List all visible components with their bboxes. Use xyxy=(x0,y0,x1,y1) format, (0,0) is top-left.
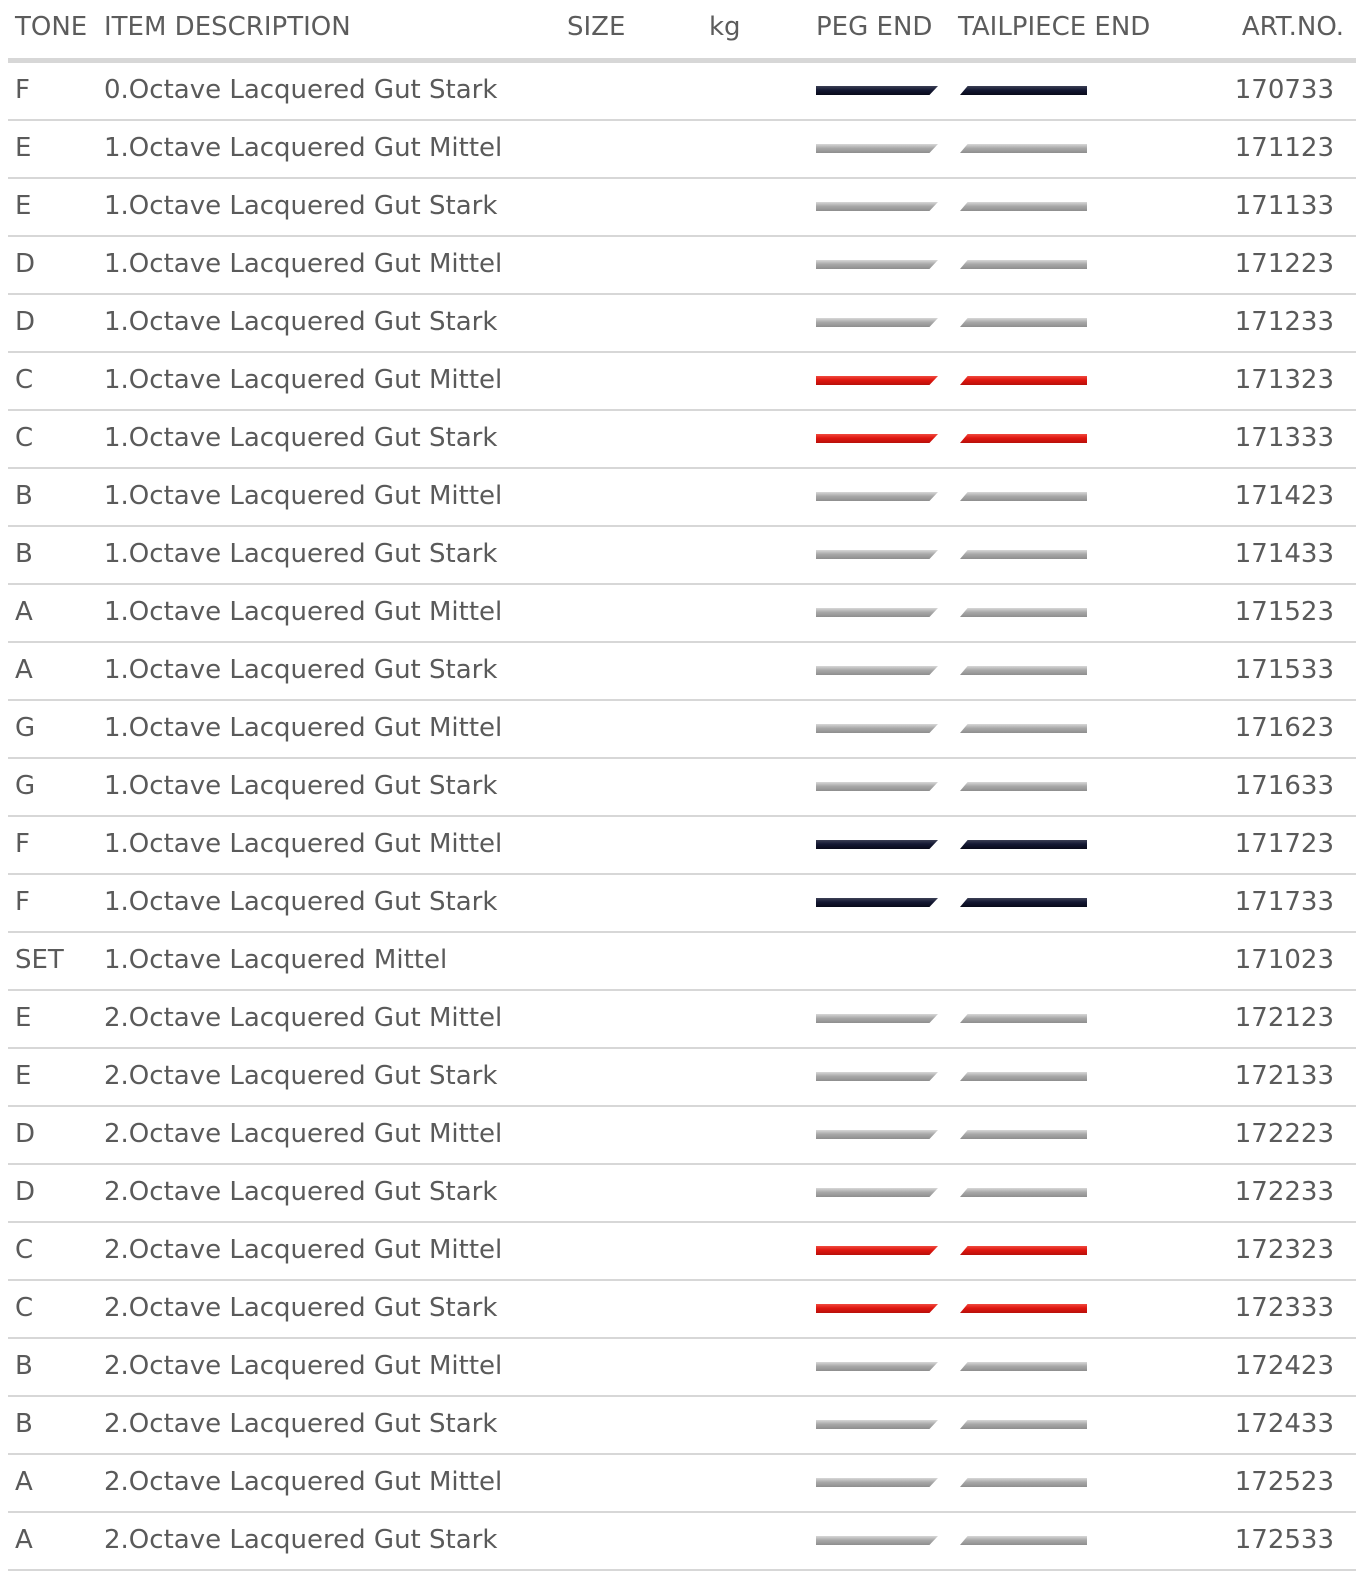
row-tone: F xyxy=(15,829,30,859)
header-item-description: ITEM DESCRIPTION xyxy=(104,12,351,42)
tailpiece-end-color-swatch xyxy=(960,260,1087,269)
row-art-no: 171523 xyxy=(1234,597,1334,627)
row-tone: F xyxy=(15,75,30,105)
row-tone: B xyxy=(15,1409,33,1439)
row-art-no: 172433 xyxy=(1234,1409,1334,1439)
row-item-description: 1.Octave Lacquered Gut Mittel xyxy=(104,365,503,395)
row-art-no: 171223 xyxy=(1234,249,1334,279)
peg-end-color-swatch xyxy=(816,434,938,443)
table-row xyxy=(8,1513,1356,1571)
table-row xyxy=(8,991,1356,1049)
row-tone: D xyxy=(15,249,36,279)
row-tone: E xyxy=(15,1003,32,1033)
product-table xyxy=(8,0,1356,1571)
peg-end-color-swatch xyxy=(816,724,938,733)
table-row xyxy=(8,759,1356,817)
table-row xyxy=(8,933,1356,991)
peg-end-color-swatch xyxy=(816,1072,938,1081)
table-header xyxy=(8,0,1356,63)
tailpiece-end-color-swatch xyxy=(960,840,1087,849)
row-art-no: 171533 xyxy=(1234,655,1334,685)
tailpiece-end-color-swatch xyxy=(960,318,1087,327)
tailpiece-end-color-swatch xyxy=(960,782,1087,791)
row-item-description: 2.Octave Lacquered Gut Mittel xyxy=(104,1351,503,1381)
header-kg: kg xyxy=(709,12,741,42)
tailpiece-end-color-swatch xyxy=(960,724,1087,733)
row-art-no: 171733 xyxy=(1234,887,1334,917)
row-art-no: 172423 xyxy=(1234,1351,1334,1381)
peg-end-color-swatch xyxy=(816,492,938,501)
row-item-description: 1.Octave Lacquered Gut Mittel xyxy=(104,481,503,511)
peg-end-color-swatch xyxy=(816,782,938,791)
row-tone: A xyxy=(15,1525,33,1555)
peg-end-color-swatch xyxy=(816,144,938,153)
peg-end-color-swatch xyxy=(816,318,938,327)
row-item-description: 2.Octave Lacquered Gut Stark xyxy=(104,1293,498,1323)
row-item-description: 1.Octave Lacquered Gut Stark xyxy=(104,655,498,685)
row-item-description: 2.Octave Lacquered Gut Mittel xyxy=(104,1235,503,1265)
row-item-description: 1.Octave Lacquered Gut Mittel xyxy=(104,597,503,627)
table-row xyxy=(8,1107,1356,1165)
header-peg-end: PEG END xyxy=(816,12,933,42)
row-item-description: 2.Octave Lacquered Gut Stark xyxy=(104,1525,498,1555)
row-tone: B xyxy=(15,1351,33,1381)
row-art-no: 171023 xyxy=(1234,945,1334,975)
row-item-description: 2.Octave Lacquered Gut Mittel xyxy=(104,1003,503,1033)
table-row xyxy=(8,63,1356,121)
row-art-no: 171623 xyxy=(1234,713,1334,743)
row-tone: E xyxy=(15,133,32,163)
table-row xyxy=(8,1165,1356,1223)
row-art-no: 171323 xyxy=(1234,365,1334,395)
table-row xyxy=(8,875,1356,933)
table-row xyxy=(8,527,1356,585)
peg-end-color-swatch xyxy=(816,898,938,907)
tailpiece-end-color-swatch xyxy=(960,1420,1087,1429)
tailpiece-end-color-swatch xyxy=(960,1188,1087,1197)
row-item-description: 2.Octave Lacquered Gut Stark xyxy=(104,1061,498,1091)
table-row xyxy=(8,643,1356,701)
row-art-no: 171433 xyxy=(1234,539,1334,569)
table-row xyxy=(8,295,1356,353)
row-item-description: 2.Octave Lacquered Gut Mittel xyxy=(104,1119,503,1149)
peg-end-color-swatch xyxy=(816,1536,938,1545)
peg-end-color-swatch xyxy=(816,1130,938,1139)
peg-end-color-swatch xyxy=(816,840,938,849)
header-art-no: ART.NO. xyxy=(1241,12,1344,42)
peg-end-color-swatch xyxy=(816,1014,938,1023)
tailpiece-end-color-swatch xyxy=(960,1072,1087,1081)
row-art-no: 172133 xyxy=(1234,1061,1334,1091)
row-tone: E xyxy=(15,1061,32,1091)
row-tone: G xyxy=(15,713,36,743)
row-item-description: 2.Octave Lacquered Gut Mittel xyxy=(104,1467,503,1497)
tailpiece-end-color-swatch xyxy=(960,86,1087,95)
table-row xyxy=(8,585,1356,643)
row-item-description: 1.Octave Lacquered Gut Mittel xyxy=(104,133,503,163)
tailpiece-end-color-swatch xyxy=(960,1304,1087,1313)
row-item-description: 1.Octave Lacquered Gut Stark xyxy=(104,307,498,337)
row-art-no: 171633 xyxy=(1234,771,1334,801)
peg-end-color-swatch xyxy=(816,1188,938,1197)
row-tone: B xyxy=(15,539,33,569)
tailpiece-end-color-swatch xyxy=(960,550,1087,559)
peg-end-color-swatch xyxy=(816,1478,938,1487)
table-row xyxy=(8,701,1356,759)
table-row xyxy=(8,121,1356,179)
row-item-description: 2.Octave Lacquered Gut Stark xyxy=(104,1409,498,1439)
row-item-description: 1.Octave Lacquered Gut Mittel xyxy=(104,249,503,279)
table-row xyxy=(8,179,1356,237)
table-row xyxy=(8,1455,1356,1513)
table-row xyxy=(8,353,1356,411)
row-item-description: 1.Octave Lacquered Gut Stark xyxy=(104,191,498,221)
row-art-no: 171723 xyxy=(1234,829,1334,859)
tailpiece-end-color-swatch xyxy=(960,492,1087,501)
table-row xyxy=(8,411,1356,469)
row-art-no: 172233 xyxy=(1234,1177,1334,1207)
tailpiece-end-color-swatch xyxy=(960,1130,1087,1139)
peg-end-color-swatch xyxy=(816,202,938,211)
peg-end-color-swatch xyxy=(816,1304,938,1313)
row-tone: E xyxy=(15,191,32,221)
row-tone: A xyxy=(15,1467,33,1497)
table-row xyxy=(8,1397,1356,1455)
row-tone: A xyxy=(15,655,33,685)
row-item-description: 1.Octave Lacquered Mittel xyxy=(104,945,448,975)
tailpiece-end-color-swatch xyxy=(960,1246,1087,1255)
row-item-description: 0.Octave Lacquered Gut Stark xyxy=(104,75,498,105)
row-tone: F xyxy=(15,887,30,917)
row-tone: C xyxy=(15,1293,34,1323)
row-art-no: 171123 xyxy=(1234,133,1334,163)
row-item-description: 1.Octave Lacquered Gut Mittel xyxy=(104,713,503,743)
header-tailpiece-end: TAILPIECE END xyxy=(958,12,1151,42)
row-tone: D xyxy=(15,1119,36,1149)
tailpiece-end-color-swatch xyxy=(960,1536,1087,1545)
peg-end-color-swatch xyxy=(816,550,938,559)
row-item-description: 1.Octave Lacquered Gut Mittel xyxy=(104,829,503,859)
table-row xyxy=(8,1223,1356,1281)
row-art-no: 172223 xyxy=(1234,1119,1334,1149)
row-art-no: 170733 xyxy=(1234,75,1334,105)
tailpiece-end-color-swatch xyxy=(960,144,1087,153)
tailpiece-end-color-swatch xyxy=(960,608,1087,617)
row-tone: G xyxy=(15,771,36,801)
row-art-no: 172333 xyxy=(1234,1293,1334,1323)
row-tone: B xyxy=(15,481,33,511)
peg-end-color-swatch xyxy=(816,260,938,269)
peg-end-color-swatch xyxy=(816,608,938,617)
peg-end-color-swatch xyxy=(816,1362,938,1371)
table-row xyxy=(8,817,1356,875)
header-tone: TONE xyxy=(15,12,88,42)
row-tone: C xyxy=(15,423,34,453)
row-art-no: 172123 xyxy=(1234,1003,1334,1033)
row-art-no: 171133 xyxy=(1234,191,1334,221)
table-row xyxy=(8,1049,1356,1107)
row-tone: A xyxy=(15,597,33,627)
tailpiece-end-color-swatch xyxy=(960,202,1087,211)
tailpiece-end-color-swatch xyxy=(960,1478,1087,1487)
tailpiece-end-color-swatch xyxy=(960,898,1087,907)
tailpiece-end-color-swatch xyxy=(960,1014,1087,1023)
tailpiece-end-color-swatch xyxy=(960,434,1087,443)
row-tone: C xyxy=(15,1235,34,1265)
table-row xyxy=(8,1281,1356,1339)
peg-end-color-swatch xyxy=(816,1246,938,1255)
row-item-description: 1.Octave Lacquered Gut Stark xyxy=(104,423,498,453)
peg-end-color-swatch xyxy=(816,666,938,675)
row-art-no: 172533 xyxy=(1234,1525,1334,1555)
table-row xyxy=(8,469,1356,527)
tailpiece-end-color-swatch xyxy=(960,666,1087,675)
peg-end-color-swatch xyxy=(816,86,938,95)
row-tone: SET xyxy=(15,945,64,975)
row-art-no: 171423 xyxy=(1234,481,1334,511)
header-size: SIZE xyxy=(567,12,626,42)
row-item-description: 1.Octave Lacquered Gut Stark xyxy=(104,771,498,801)
row-art-no: 172523 xyxy=(1234,1467,1334,1497)
row-item-description: 2.Octave Lacquered Gut Stark xyxy=(104,1177,498,1207)
peg-end-color-swatch xyxy=(816,376,938,385)
table-body xyxy=(8,63,1356,1571)
row-tone: D xyxy=(15,307,36,337)
row-art-no: 171233 xyxy=(1234,307,1334,337)
row-tone: C xyxy=(15,365,34,395)
row-item-description: 1.Octave Lacquered Gut Stark xyxy=(104,887,498,917)
table-row xyxy=(8,1339,1356,1397)
row-art-no: 171333 xyxy=(1234,423,1334,453)
tailpiece-end-color-swatch xyxy=(960,376,1087,385)
tailpiece-end-color-swatch xyxy=(960,1362,1087,1371)
peg-end-color-swatch xyxy=(816,1420,938,1429)
table-row xyxy=(8,237,1356,295)
row-item-description: 1.Octave Lacquered Gut Stark xyxy=(104,539,498,569)
row-tone: D xyxy=(15,1177,36,1207)
row-art-no: 172323 xyxy=(1234,1235,1334,1265)
